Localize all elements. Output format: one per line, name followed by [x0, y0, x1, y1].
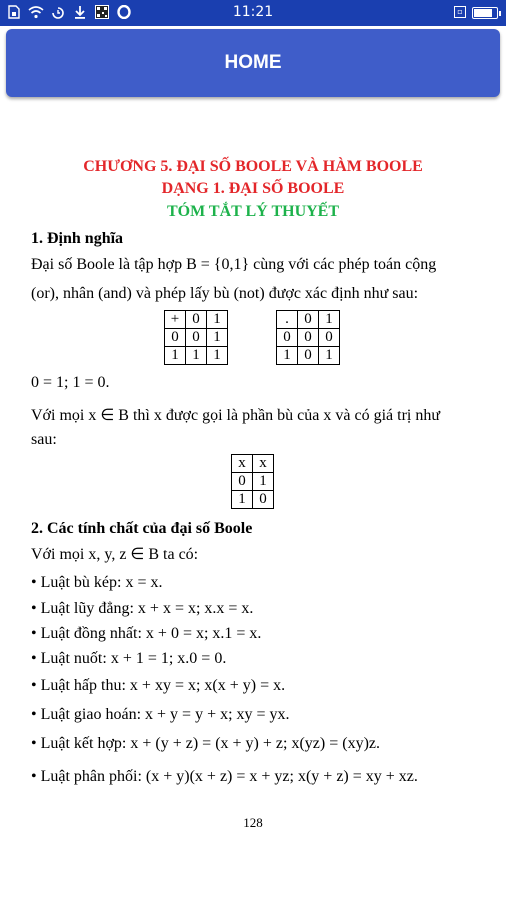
or-table [164, 310, 228, 365]
table-cell: 1 [253, 473, 274, 491]
table-row [165, 347, 228, 365]
status-bar [0, 0, 506, 26]
complement-line: 0 = 1; 1 = 0. [31, 374, 110, 391]
definition-heading: 1. Định nghĩa [31, 230, 124, 247]
home-button[interactable]: HOME [6, 29, 500, 97]
table-cell: 0 [253, 491, 274, 509]
properties-heading: 2. Các tính chất của đại số Boole [31, 520, 253, 537]
table-cell: 1 [319, 347, 340, 365]
law-distributive: • Luật phân phối: (x + y)(x + z) = x + yz; x(y + z) = xy + xz. [31, 768, 418, 785]
table-cell: 1 [207, 311, 228, 329]
table-cell: 1 [319, 311, 340, 329]
table-cell: . [277, 311, 298, 329]
table-cell: 0 [277, 329, 298, 347]
law-absorption: • Luật hấp thu: x + xy = x; x(x + y) = x. [31, 677, 286, 694]
definition-line-2: (or), nhân (and) và phép lấy bù (not) được xác định như sau: [31, 285, 419, 302]
table-row [232, 473, 274, 491]
table-cell: + [165, 311, 186, 329]
every-x-line-2: sau: [31, 431, 57, 448]
table-row [277, 311, 340, 329]
law-double-complement: • Luật bù kép: x = x. [31, 574, 163, 591]
law-identity: • Luật đồng nhất: x + 0 = x; x.1 = x. [31, 625, 262, 642]
table-cell: $\overline{x}$ [253, 455, 274, 473]
table-cell: 0 [319, 329, 340, 347]
battery-level [474, 9, 492, 17]
table-cell: 1 [165, 347, 186, 365]
every-x-line-1: Với mọi x ∈ B thì x được gọi là phần bù của x và có giá trị như [31, 407, 441, 424]
law-associative: • Luật kết hợp: x + (y + z) = (x + y) + z; x(yz) = (xy)z. [31, 735, 380, 752]
law-idempotent: • Luật lũy đẳng: x + x = x; x.x = x. [31, 600, 254, 617]
table-row [277, 347, 340, 365]
table-cell: 0 [298, 329, 319, 347]
table-cell: 1 [186, 347, 207, 365]
properties-intro: Với mọi x, y, z ∈ B ta có: [31, 546, 199, 563]
status-time: 11:21 [232, 4, 274, 20]
table-cell: 0 [298, 347, 319, 365]
battery-icon [472, 7, 498, 19]
table-row [165, 311, 228, 329]
table-row [165, 329, 228, 347]
table-row [232, 455, 274, 473]
table-cell: 1 [207, 329, 228, 347]
page-number: 128 [243, 815, 263, 830]
law-domination: • Luật nuốt: x + 1 = 1; x.0 = 0. [31, 650, 227, 667]
table-cell: 1 [277, 347, 298, 365]
chapter-title: CHƯƠNG 5. ĐẠI SỐ BOOLE VÀ HÀM BOOLE [83, 158, 423, 175]
summary-title: TÓM TẮT LÝ THUYẾT [166, 203, 340, 220]
table-cell: 0 [165, 329, 186, 347]
table-row [277, 329, 340, 347]
document-page [0, 100, 506, 900]
and-table [276, 310, 340, 365]
table-cell: 0 [186, 329, 207, 347]
table-cell: 1 [232, 491, 253, 509]
table-cell: 1 [207, 347, 228, 365]
table-cell: 0 [298, 311, 319, 329]
section-title: DẠNG 1. ĐẠI SỐ BOOLE [161, 180, 345, 197]
table-cell: 0 [232, 473, 253, 491]
table-cell: 0 [186, 311, 207, 329]
battery-saver-icon: ▫ [454, 6, 466, 18]
not-table [231, 454, 274, 509]
table-row [232, 491, 274, 509]
definition-line-1: Đại số Boole là tập hợp B = {0,1} cùng với các phép toán cộng [31, 256, 437, 273]
table-cell: x [232, 455, 253, 473]
law-commutative: • Luật giao hoán: x + y = y + x; xy = yx. [31, 706, 290, 723]
